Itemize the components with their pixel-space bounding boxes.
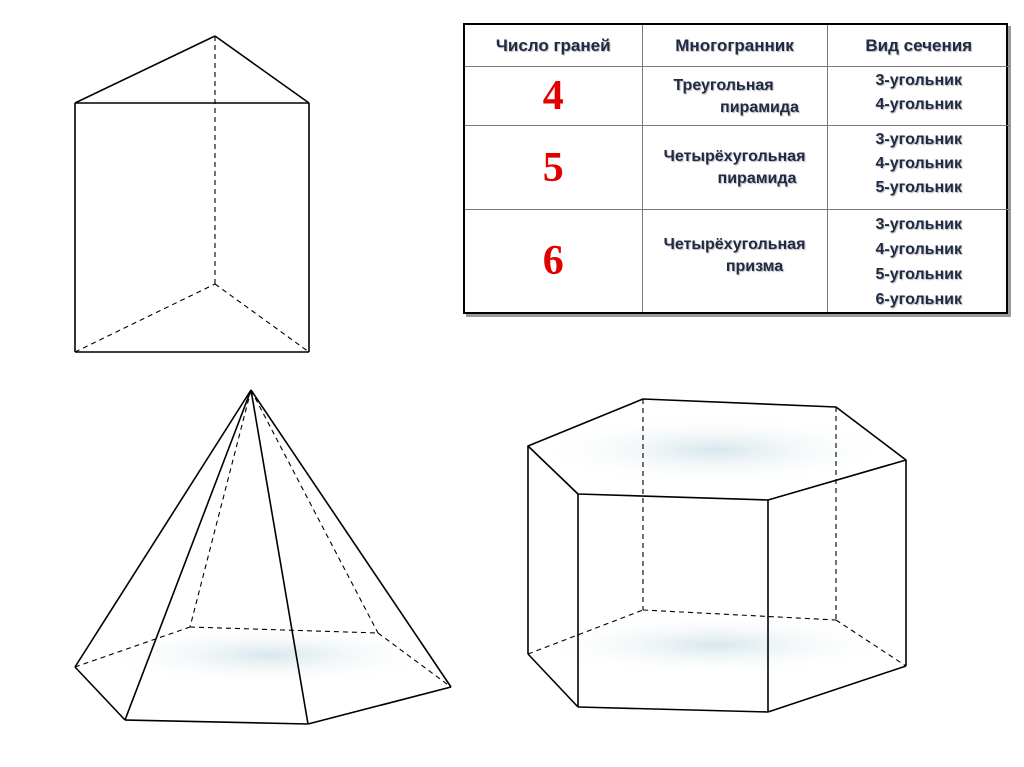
section-type: 3-угольник	[875, 72, 962, 89]
polyhedron-name	[642, 210, 827, 313]
triangular-prism	[75, 36, 309, 352]
table-row	[465, 67, 1010, 126]
polyhedron-line1: Четырёхугольная	[663, 148, 806, 165]
polyhedron-line2: пирамида	[717, 170, 797, 187]
polyhedron-name	[642, 126, 827, 210]
hexagonal-prism	[528, 399, 906, 712]
section-types	[827, 67, 1010, 126]
table-row	[465, 210, 1010, 313]
faces-count: 5	[465, 126, 642, 210]
section-type: 3-угольник	[875, 216, 962, 233]
faces-sections-table	[463, 23, 1008, 314]
table-row	[465, 126, 1010, 210]
section-type: 3-угольник	[875, 131, 962, 148]
section-type: 4-угольник	[875, 241, 962, 258]
section-type: 4-угольник	[875, 155, 962, 172]
polyhedron-line2: призма	[725, 258, 784, 275]
polyhedron-name	[642, 67, 827, 126]
section-type: 5-угольник	[875, 266, 962, 283]
section-types	[827, 126, 1010, 210]
polyhedron-line2: пирамида	[720, 99, 799, 116]
faces-count: 4	[465, 67, 642, 126]
header-faces: Число граней	[465, 25, 642, 67]
hexagonal-pyramid	[75, 390, 451, 724]
table	[465, 25, 1010, 312]
faces-count: 6	[465, 210, 642, 313]
section-type: 6-угольник	[875, 291, 962, 308]
table-header-row	[465, 25, 1010, 67]
section-type: 5-угольник	[875, 179, 962, 196]
section-type: 4-угольник	[875, 96, 962, 113]
header-polyhedron: Многогранник	[642, 25, 827, 67]
polyhedron-line1: Треугольная	[673, 77, 774, 94]
section-types	[827, 210, 1010, 313]
polyhedron-line1: Четырёхугольная	[663, 236, 806, 253]
header-section-type: Вид сечения	[827, 25, 1010, 67]
